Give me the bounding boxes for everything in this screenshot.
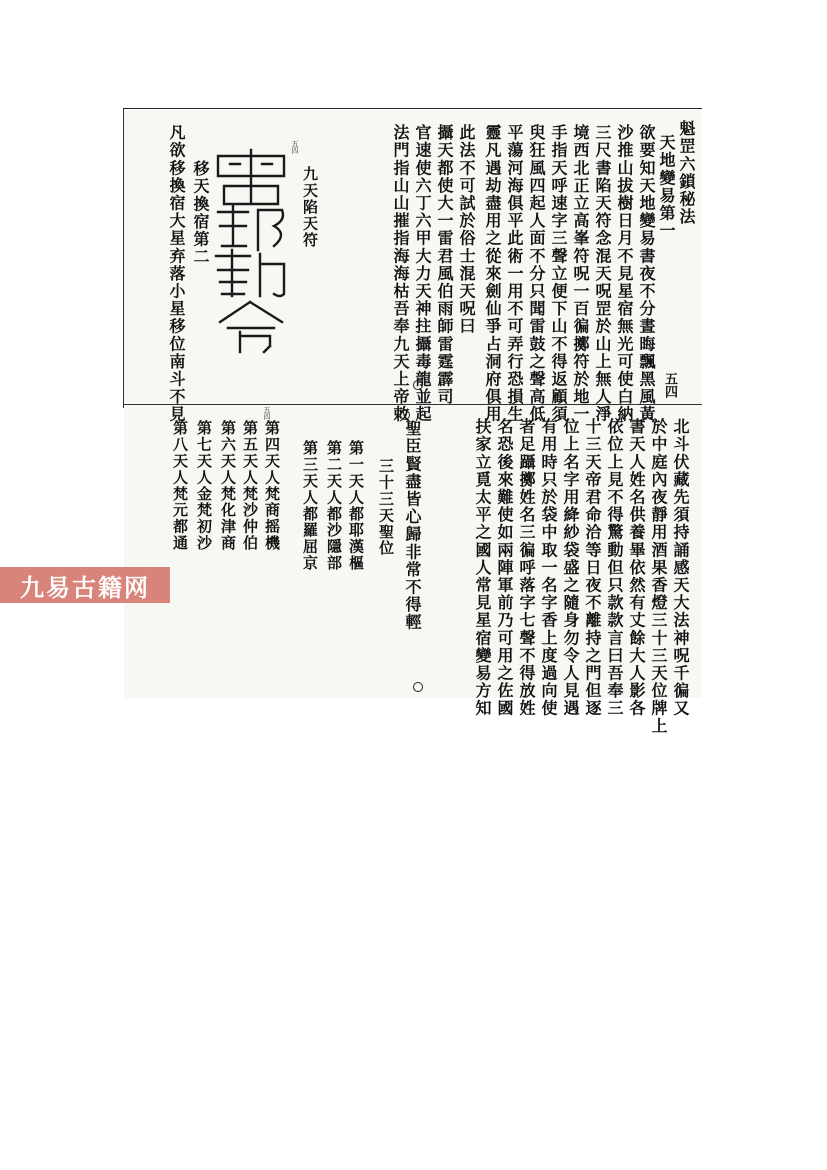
text-column: 名恐後來難使如兩陣軍前乃可用之佐國 (495, 418, 514, 718)
list-item: 第五天人梵沙仲伯 (241, 420, 259, 552)
text-column: 北斗伏藏先須持誦感天大法神呪千徧又 (671, 418, 690, 718)
text-column-title: 魁罡六鎖秘法 (677, 120, 696, 226)
left-border-line (123, 108, 124, 408)
section-heading: 移天換宿第二 (191, 160, 210, 266)
text-column-heading: 天地變易第一 (657, 134, 676, 240)
circle-mark-icon (400, 410, 410, 420)
list-item: 第八天人梵元都通 (171, 420, 189, 552)
text-column: 聖臣賢盡皆心歸非常不得輕 (403, 420, 422, 632)
top-border-line (124, 108, 702, 109)
text-column: 此法不可試於俗士混天呪曰 (457, 124, 476, 336)
text-column: 有用時只於袋中取一名字香上度過向使 (539, 418, 558, 718)
circle-mark-icon (413, 682, 423, 692)
small-annotation: 五四 (291, 140, 299, 154)
text-column: 攝天都使大一雷君風伯雨師雷霆霹司 (435, 124, 454, 406)
text-column: 官速使六丁六甲大力天神拄攝毒龍並起 (413, 124, 432, 424)
text-column: 沙推山拔樹日月不見星宿無光可使白納 (615, 124, 634, 424)
text-column: 者足躡擲姓名三徧呼落字七聲不得放姓 (517, 418, 536, 718)
text-column: 書天人姓名供養畢依然有丈餘大人影各 (627, 418, 646, 718)
text-column: 依位上見不得驚動但只款款言曰吾奉三 (605, 418, 624, 718)
page-number: 五四 (662, 372, 677, 398)
text-column: 凡欲移換宿大星弃落小星移位南斗不見 (167, 124, 186, 424)
list-item: 第四天人梵商摇機 (263, 420, 281, 552)
list-item: 第三天人都羅屈京 (301, 440, 319, 572)
text-column: 臾狂風四起人面不分只聞雷鼓之聲高低 (527, 124, 546, 424)
talisman-caption: 九天陷天符 (301, 166, 319, 248)
text-column: 法門指山山摧指海海枯吾奉九天上帝敕 (391, 124, 410, 424)
list-item: 第六天人梵化津商 (219, 420, 237, 552)
section-heading: 三十三天聖位 (377, 458, 395, 557)
text-column: 欲要知天地變易書夜不分晝晦飄黑風黃 (637, 124, 656, 424)
list-item: 第二天人都沙隱部 (325, 440, 343, 572)
list-item: 第七天人金梵初沙 (195, 420, 213, 552)
watermark-banner (0, 567, 170, 603)
watermark-text: 九易古籍网 (20, 572, 150, 602)
text-column: 平蕩河海俱平此術一用不可弄行恐損生 (505, 124, 524, 424)
text-column: 扶家立覓太平之國人常見星宿變易方知 (473, 418, 492, 718)
list-item: 第一天人都耶漢樞 (347, 440, 365, 572)
circle-mark-icon (413, 380, 423, 390)
text-column: 位上名字用絳紗袋盛之隨身勿令人見遇 (561, 418, 580, 718)
text-column: 十三天帝君命洽等日夜不離持之門但逐 (583, 418, 602, 718)
talisman-seal-drawing (210, 146, 292, 356)
talisman-seal (210, 146, 292, 356)
text-column: 三尺書陷天符念混天呪罡於山上無人淨 (593, 124, 612, 424)
text-column: 手指天呼速字三聲立便下山不得返顧須 (549, 124, 568, 424)
text-column: 於中庭內夜靜用酒果香燈三十三天位牌上 (649, 418, 668, 735)
small-annotation: 五四 (263, 406, 271, 420)
text-column: 靈凡遇劫盡用之從來劍仙爭占洞府俱用 (483, 124, 502, 424)
text-column: 境西北正立高峯符呪一百徧擲符於地一 (571, 124, 590, 424)
